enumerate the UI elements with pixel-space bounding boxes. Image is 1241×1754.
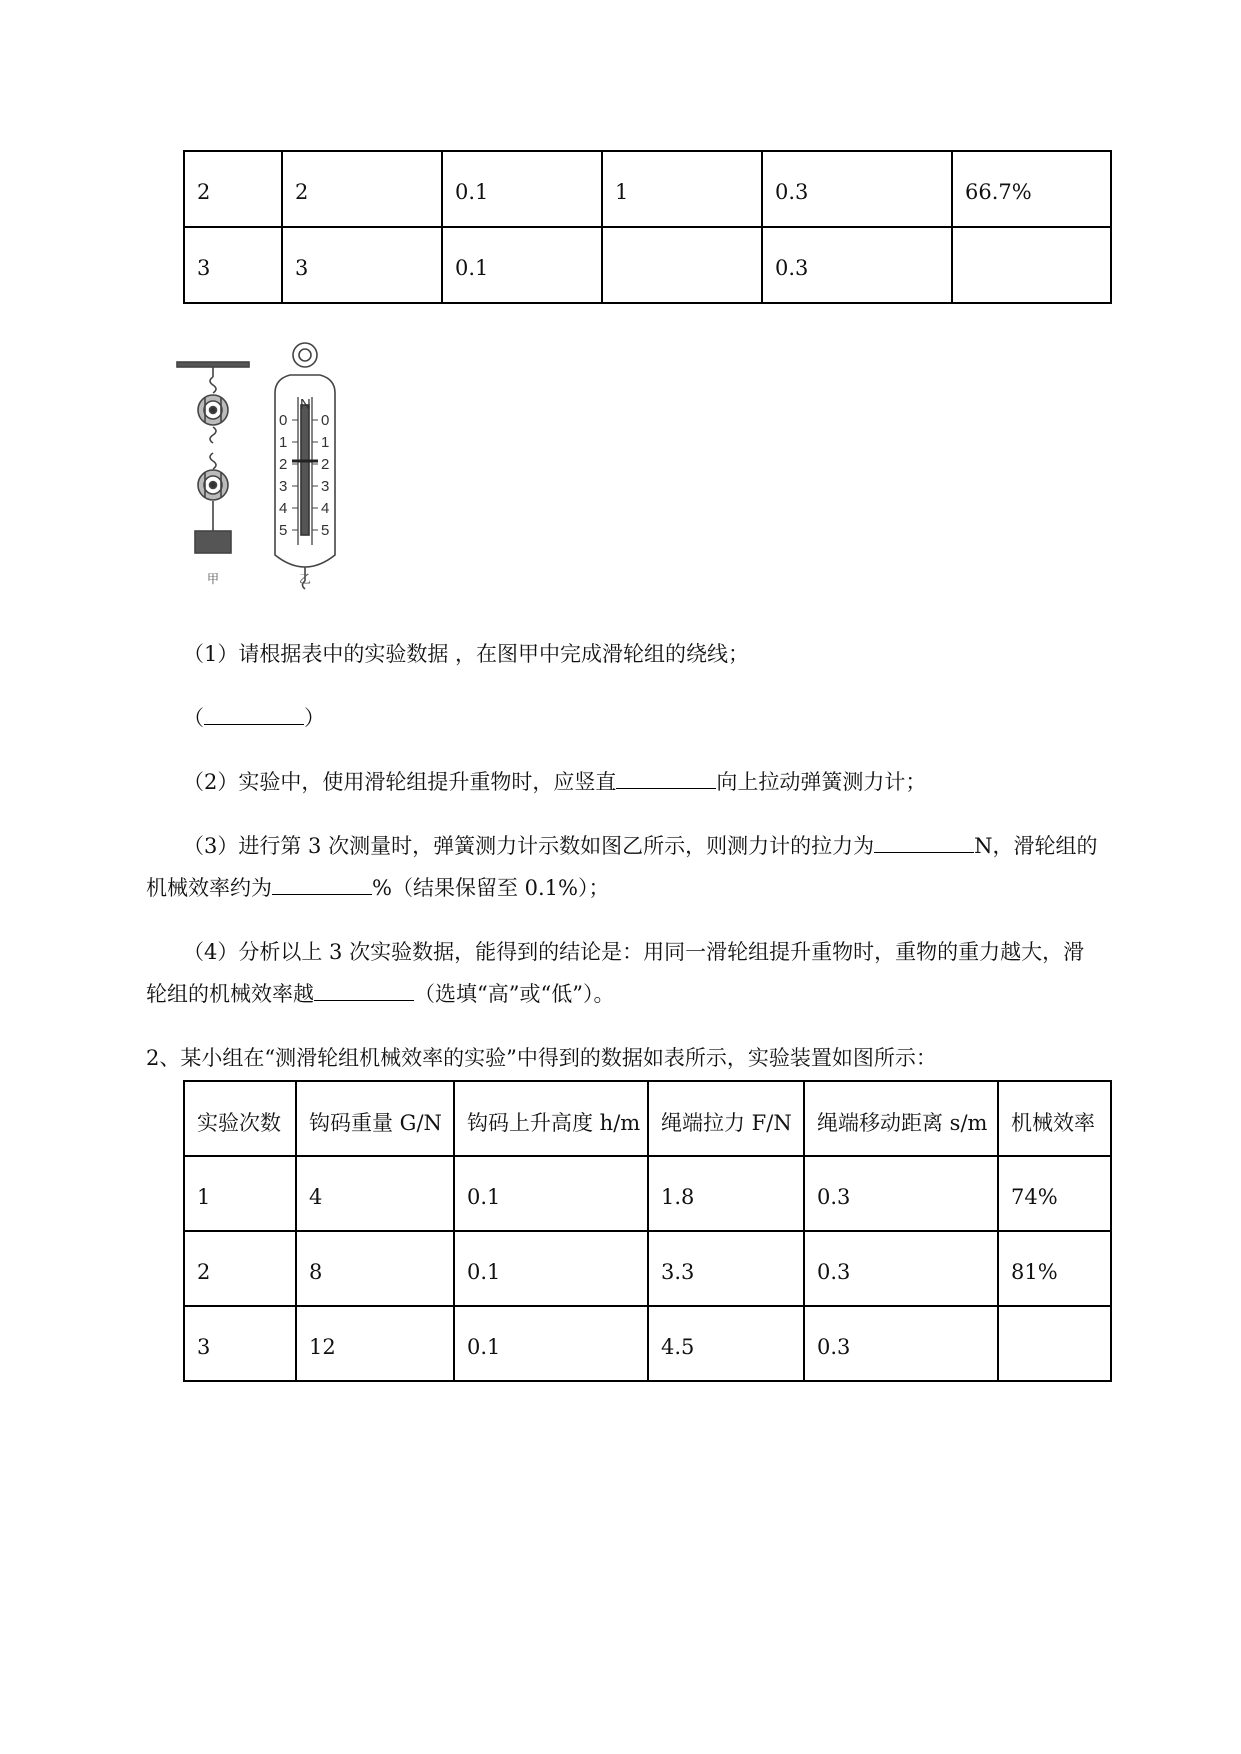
table-cell: 0.1	[442, 227, 602, 303]
table-cell: 12	[296, 1306, 454, 1381]
table-cell: 0.3	[804, 1156, 998, 1231]
question-4-line2-before: 轮组的机械效率越	[146, 982, 314, 1006]
table-row	[184, 1306, 1111, 1381]
table-row	[184, 1156, 1111, 1231]
table-row	[184, 151, 1111, 227]
answer-blank-3b[interactable]	[272, 868, 372, 895]
table-cell: 1.8	[648, 1156, 804, 1231]
question-1	[183, 634, 749, 675]
pulley-system-figure	[177, 362, 249, 553]
question-2-before: （2）实验中，使用滑轮组提升重物时，应竖直	[183, 770, 617, 794]
answer-blank-2[interactable]	[616, 762, 716, 789]
data-table-1	[183, 150, 1112, 304]
paren-close: ）	[304, 706, 325, 730]
table-cell: 钩码上升高度 h/m	[454, 1081, 648, 1156]
table-cell: 机械效率	[998, 1081, 1111, 1156]
scale-left-1: 1	[279, 434, 288, 451]
table-cell: 2	[184, 1231, 296, 1306]
figure-apparatus	[170, 335, 370, 599]
table-cell: 1	[184, 1156, 296, 1231]
table-cell: 81%	[998, 1231, 1111, 1306]
question-2-after: 向上拉动弹簧测力计；	[716, 770, 927, 794]
table-cell: 0.3	[762, 151, 952, 227]
question-2	[183, 762, 926, 803]
table-cell: 3	[184, 1306, 296, 1381]
scale-left-5: 5	[279, 522, 288, 539]
table-cell: 0.3	[804, 1231, 998, 1306]
table-cell: 0.1	[454, 1231, 648, 1306]
scale-right-5: 5	[321, 522, 330, 539]
figure-label-jia: 甲	[207, 572, 220, 586]
table2-header	[184, 1081, 1111, 1156]
answer-blank-1[interactable]	[204, 698, 304, 725]
table-cell: 2	[184, 151, 282, 227]
table-cell	[602, 227, 762, 303]
table-row	[184, 227, 1111, 303]
question-4-line1: （4）分析以上 3 次实验数据，能得到的结论是：用同一滑轮组提升重物时，重物的重力越大，滑	[183, 940, 1085, 964]
table-cell: 4	[296, 1156, 454, 1231]
table-cell: 绳端拉力 F/N	[648, 1081, 804, 1156]
scale-left-4: 4	[279, 500, 288, 517]
scale-right-0: 0	[321, 412, 330, 429]
table-cell: 4.5	[648, 1306, 804, 1381]
scale-right-1: 1	[321, 434, 330, 451]
scale-left-2: 2	[279, 456, 288, 473]
problem-2-text: 2、某小组在“测滑轮组机械效率的实验”中得到的数据如表所示，实验装置如图所示：	[146, 1046, 937, 1070]
apparatus-drawing	[170, 335, 370, 595]
table2-body	[184, 1156, 1111, 1381]
question-3-line1-after: N，滑轮组的	[974, 834, 1098, 858]
table-cell: 0.1	[442, 151, 602, 227]
paren-open: （	[183, 706, 204, 730]
table-cell: 8	[296, 1231, 454, 1306]
scale-right-3: 3	[321, 478, 330, 495]
table-cell: 3.3	[648, 1231, 804, 1306]
table-header-row	[184, 1081, 1111, 1156]
scale-left-3: 3	[279, 478, 288, 495]
question-1-answer-line	[183, 698, 325, 739]
question-3-line-1	[183, 826, 1097, 867]
question-3-line2-before: 机械效率约为	[146, 876, 272, 900]
table-cell: 3	[282, 227, 442, 303]
scale-left-0: 0	[279, 412, 288, 429]
table-cell: 0.1	[454, 1306, 648, 1381]
table-cell: 0.3	[804, 1306, 998, 1381]
table-row	[184, 1231, 1111, 1306]
table1-body	[184, 151, 1111, 303]
table-cell: 实验次数	[184, 1081, 296, 1156]
table-cell: 1	[602, 151, 762, 227]
table-cell: 74%	[998, 1156, 1111, 1231]
table-cell: 绳端移动距离 s/m	[804, 1081, 998, 1156]
figure-label-yi: 乙	[299, 572, 312, 586]
table-cell: 66.7%	[952, 151, 1111, 227]
question-3-line-2	[146, 868, 609, 909]
question-1-text: （1）请根据表中的实验数据 ，在图甲中完成滑轮组的绕线；	[183, 642, 750, 666]
data-table-2	[183, 1080, 1112, 1382]
question-4-line-1	[183, 932, 1084, 973]
problem-2-statement	[146, 1038, 937, 1079]
question-3-line1-before: （3）进行第 3 次测量时，弹簧测力计示数如图乙所示，则测力计的拉力为	[183, 834, 875, 858]
question-4-line-2	[146, 974, 614, 1015]
table-cell: 3	[184, 227, 282, 303]
table-cell	[998, 1306, 1111, 1381]
scale-unit-label: N	[300, 396, 311, 413]
table-cell: 钩码重量 G/N	[296, 1081, 454, 1156]
table-cell	[952, 227, 1111, 303]
answer-blank-4[interactable]	[314, 974, 414, 1001]
answer-blank-3a[interactable]	[874, 826, 974, 853]
table-cell: 0.3	[762, 227, 952, 303]
question-3-line2-after: %（结果保留至 0.1%）；	[372, 876, 610, 900]
scale-right-2: 2	[321, 456, 330, 473]
question-4-line2-after: （选填“高”或“低”）。	[414, 982, 615, 1006]
scale-right-4: 4	[321, 500, 330, 517]
table-cell: 0.1	[454, 1156, 648, 1231]
table-cell: 2	[282, 151, 442, 227]
